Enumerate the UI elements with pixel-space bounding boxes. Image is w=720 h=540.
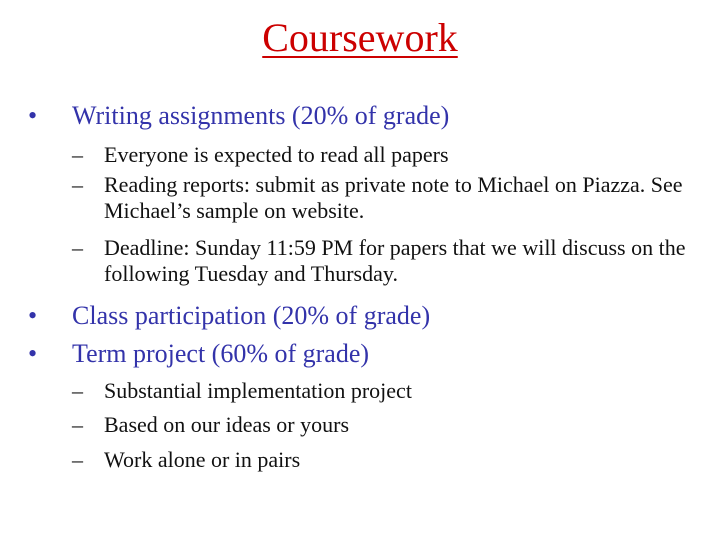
sub-marker: –: [72, 447, 83, 472]
sub-text: Deadline: Sunday 11:59 PM for papers that we will discuss on the following Tuesday and Thursday.: [104, 235, 686, 286]
bullet-marker: •: [28, 339, 38, 368]
bullet-marker: •: [28, 301, 38, 330]
sub-marker: –: [72, 378, 83, 403]
bullet-item-participation: [28, 300, 698, 332]
sub-marker: –: [72, 142, 83, 167]
bullet-text: Class participation (20% of grade): [72, 301, 431, 330]
sub-marker: –: [72, 172, 83, 197]
sub-text: Based on our ideas or yours: [104, 412, 350, 437]
bullet-text: Writing assignments (20% of grade): [72, 101, 450, 130]
bullet-text: Term project (60% of grade): [72, 339, 370, 368]
sub-marker: –: [72, 412, 83, 437]
bullet-item-writing: [28, 100, 698, 132]
sub-item: [72, 235, 692, 287]
slide-title: Coursework: [262, 15, 458, 60]
sub-item: [72, 378, 692, 404]
sub-text: Everyone is expected to read all papers: [104, 142, 449, 167]
sub-text: Reading reports: submit as private note to Michael on Piazza. See Michael’s sample on website.: [104, 172, 683, 223]
bullet-item-project: [28, 338, 698, 370]
sub-text: Work alone or in pairs: [104, 447, 301, 472]
sub-marker: –: [72, 235, 83, 260]
sub-item: [72, 172, 692, 224]
sub-item: [72, 412, 692, 438]
sub-item: [72, 447, 692, 473]
sub-text: Substantial implementation project: [104, 378, 412, 403]
bullet-marker: •: [28, 101, 38, 130]
sub-item: [72, 142, 692, 168]
